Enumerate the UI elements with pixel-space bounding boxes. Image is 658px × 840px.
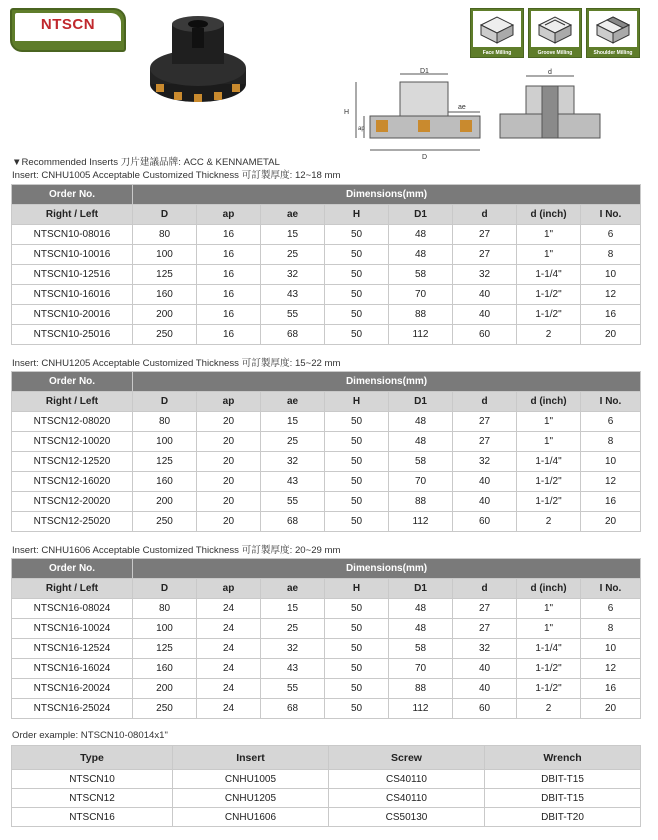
dimension-cell: 1-1/2" xyxy=(517,492,581,512)
dimension-cell: 2 xyxy=(517,699,581,719)
parts-cell: NTSCN10 xyxy=(12,770,173,789)
dimension-cell: 55 xyxy=(261,492,325,512)
dimension-cell: 60 xyxy=(453,699,517,719)
dimension-cell: 25 xyxy=(261,432,325,452)
order-no-header: Order No. xyxy=(12,559,133,579)
dimension-cell: 1-1/4" xyxy=(517,265,581,285)
dimension-cell: 125 xyxy=(133,452,197,472)
shoulder-milling-icon xyxy=(589,11,637,47)
dimension-cell: 24 xyxy=(197,699,261,719)
dimension-cell: 20 xyxy=(581,512,641,532)
parts-cell: CNHU1606 xyxy=(173,808,329,827)
order-number-cell: NTSCN10-10016 xyxy=(12,245,133,265)
parts-cell: NTSCN12 xyxy=(12,789,173,808)
dimension-cell: 60 xyxy=(453,512,517,532)
dimension-cell: 50 xyxy=(325,225,389,245)
order-no-header: Order No. xyxy=(12,372,133,392)
dimension-cell: 50 xyxy=(325,432,389,452)
dimension-cell: 27 xyxy=(453,619,517,639)
dimension-cell: 55 xyxy=(261,305,325,325)
dimension-cell: 43 xyxy=(261,285,325,305)
dimension-cell: 40 xyxy=(453,659,517,679)
dimension-cell: 27 xyxy=(453,432,517,452)
dimension-cell: 6 xyxy=(581,225,641,245)
order-number-cell: NTSCN10-08016 xyxy=(12,225,133,245)
dimension-cell: 10 xyxy=(581,265,641,285)
table-row xyxy=(12,325,641,345)
dimension-cell: 16 xyxy=(197,285,261,305)
dimension-cell: 16 xyxy=(581,679,641,699)
groove-milling-icon xyxy=(531,11,579,47)
dimension-cell: 68 xyxy=(261,325,325,345)
dimension-cell: 8 xyxy=(581,619,641,639)
parts-cell: NTSCN16 xyxy=(12,808,173,827)
table-row xyxy=(12,639,641,659)
table-row xyxy=(12,265,641,285)
dimension-cell: 8 xyxy=(581,432,641,452)
dimension-cell: 100 xyxy=(133,432,197,452)
order-example: Order example: NTSCN10-08014x1" xyxy=(12,730,168,741)
dimension-cell: 50 xyxy=(325,452,389,472)
right-left-header: Right / Left xyxy=(12,205,133,225)
dimension-cell: 16 xyxy=(197,305,261,325)
right-left-header: Right / Left xyxy=(12,392,133,412)
parts-table xyxy=(11,745,641,827)
dimension-cell: 68 xyxy=(261,699,325,719)
dimension-cell: 125 xyxy=(133,265,197,285)
col-d-inch: d (inch) xyxy=(517,205,581,225)
order-number-cell: NTSCN16-16024 xyxy=(12,659,133,679)
parts-row xyxy=(12,770,641,789)
dimension-cell: 20 xyxy=(581,699,641,719)
dimension-cell: 112 xyxy=(389,325,453,345)
dimension-cell: 1" xyxy=(517,225,581,245)
dimension-table-cnhu1606 xyxy=(11,558,641,719)
dimension-cell: 160 xyxy=(133,285,197,305)
dimension-cell: 1-1/2" xyxy=(517,305,581,325)
dimension-cell: 2 xyxy=(517,325,581,345)
dimension-cell: 50 xyxy=(325,265,389,285)
face-milling-icon xyxy=(473,11,521,47)
dimension-cell: 250 xyxy=(133,699,197,719)
wrench-header: Wrench xyxy=(485,746,641,770)
col-d-inch: d (inch) xyxy=(517,392,581,412)
dimension-cell: 50 xyxy=(325,472,389,492)
dimension-cell: 48 xyxy=(389,432,453,452)
cutter-photo xyxy=(148,14,248,110)
dimension-cell: 40 xyxy=(453,472,517,492)
order-number-cell: NTSCN10-20016 xyxy=(12,305,133,325)
parts-cell: DBIT-T20 xyxy=(485,808,641,827)
dimension-table-cnhu1005 xyxy=(11,184,641,345)
dimension-cell: 10 xyxy=(581,639,641,659)
ap-dim-label: ap xyxy=(358,126,365,132)
dimensions-header: Dimensions(mm) xyxy=(133,559,641,579)
parts-row xyxy=(12,808,641,827)
dimension-cell: 160 xyxy=(133,472,197,492)
table-row xyxy=(12,659,641,679)
dimension-cell: 32 xyxy=(453,452,517,472)
dimension-cell: 1-1/4" xyxy=(517,639,581,659)
dimension-cell: 16 xyxy=(197,325,261,345)
dimension-cell: 250 xyxy=(133,512,197,532)
dimensions-header: Dimensions(mm) xyxy=(133,372,641,392)
dimension-cell: 50 xyxy=(325,619,389,639)
dimension-cell: 1" xyxy=(517,412,581,432)
type-header: Type xyxy=(12,746,173,770)
dimension-cell: 80 xyxy=(133,599,197,619)
dimension-cell: 1-1/4" xyxy=(517,452,581,472)
dimension-cell: 6 xyxy=(581,412,641,432)
dimension-cell: 32 xyxy=(261,265,325,285)
H-dim-label: H xyxy=(344,109,350,116)
table-row xyxy=(12,512,641,532)
dimension-cell: 43 xyxy=(261,472,325,492)
dimension-cell: 50 xyxy=(325,245,389,265)
dimension-cell: 40 xyxy=(453,492,517,512)
dimension-cell: 58 xyxy=(389,265,453,285)
order-number-cell: NTSCN16-10024 xyxy=(12,619,133,639)
dimension-cell: 70 xyxy=(389,472,453,492)
dimension-cell: 70 xyxy=(389,659,453,679)
col-ap: ap xyxy=(197,579,261,599)
order-no-header: Order No. xyxy=(12,185,133,205)
dimension-cell: 50 xyxy=(325,639,389,659)
insert-line-3: Insert: CNHU1606 Acceptable Customized Thickness 可訂製厚度: 20~29 mm xyxy=(12,545,341,556)
dimension-cell: 60 xyxy=(453,325,517,345)
col-ae: ae xyxy=(261,392,325,412)
dimension-cell: 40 xyxy=(453,305,517,325)
dimension-cell: 16 xyxy=(581,492,641,512)
col-D1: D1 xyxy=(389,392,453,412)
table-row xyxy=(12,412,641,432)
d1-dim-label: D1 xyxy=(420,68,429,75)
groove-milling-card: Groove Milling xyxy=(528,8,582,58)
dimension-cell: 48 xyxy=(389,412,453,432)
col-i-no: I No. xyxy=(581,392,641,412)
d-dim-label: d xyxy=(548,69,552,76)
dimension-cell: 88 xyxy=(389,492,453,512)
table-row xyxy=(12,432,641,452)
dimension-cell: 12 xyxy=(581,285,641,305)
col-D: D xyxy=(133,205,197,225)
dimension-cell: 32 xyxy=(453,265,517,285)
dimension-cell: 70 xyxy=(389,285,453,305)
dimension-cell: 40 xyxy=(453,679,517,699)
dimension-cell: 112 xyxy=(389,699,453,719)
dimension-cell: 24 xyxy=(197,679,261,699)
order-number-cell: NTSCN12-20020 xyxy=(12,492,133,512)
dimension-cell: 48 xyxy=(389,225,453,245)
parts-cell: CS50130 xyxy=(329,808,485,827)
ae-dim-label: ae xyxy=(458,104,466,111)
dimension-cell: 80 xyxy=(133,225,197,245)
dimension-cell: 58 xyxy=(389,639,453,659)
dimension-cell: 8 xyxy=(581,245,641,265)
dimension-cell: 16 xyxy=(197,245,261,265)
col-ap: ap xyxy=(197,392,261,412)
dimension-cell: 50 xyxy=(325,512,389,532)
order-number-cell: NTSCN12-16020 xyxy=(12,472,133,492)
col-d-inch: d (inch) xyxy=(517,579,581,599)
col-i-no: I No. xyxy=(581,205,641,225)
col-D1: D1 xyxy=(389,579,453,599)
col-H: H xyxy=(325,392,389,412)
dimension-cell: 27 xyxy=(453,412,517,432)
dimension-cell: 48 xyxy=(389,245,453,265)
dimension-cell: 1" xyxy=(517,619,581,639)
parts-cell: DBIT-T15 xyxy=(485,789,641,808)
dimension-table-cnhu1205 xyxy=(11,371,641,532)
dimension-cell: 27 xyxy=(453,245,517,265)
col-D: D xyxy=(133,579,197,599)
dimension-cell: 160 xyxy=(133,659,197,679)
order-number-cell: NTSCN10-16016 xyxy=(12,285,133,305)
dimension-cell: 16 xyxy=(581,305,641,325)
dimension-cell: 1" xyxy=(517,432,581,452)
col-D: D xyxy=(133,392,197,412)
order-number-cell: NTSCN12-12520 xyxy=(12,452,133,472)
dimension-cell: 43 xyxy=(261,659,325,679)
parts-cell: CS40110 xyxy=(329,789,485,808)
dimension-cell: 250 xyxy=(133,325,197,345)
dimension-cell: 24 xyxy=(197,639,261,659)
order-number-cell: NTSCN10-25016 xyxy=(12,325,133,345)
table-row xyxy=(12,492,641,512)
dimension-cell: 20 xyxy=(197,492,261,512)
dimension-cell: 1-1/2" xyxy=(517,659,581,679)
table-row xyxy=(12,225,641,245)
dimension-cell: 50 xyxy=(325,412,389,432)
dimension-cell: 88 xyxy=(389,305,453,325)
parts-cell: DBIT-T15 xyxy=(485,770,641,789)
dimension-cell: 20 xyxy=(581,325,641,345)
table-row xyxy=(12,472,641,492)
badge-title: NTSCN xyxy=(40,16,96,33)
order-number-cell: NTSCN16-12524 xyxy=(12,639,133,659)
dimension-cell: 15 xyxy=(261,412,325,432)
dimension-cell: 100 xyxy=(133,245,197,265)
dimension-cell: 6 xyxy=(581,599,641,619)
dimension-cell: 40 xyxy=(453,285,517,305)
parts-cell: CS40110 xyxy=(329,770,485,789)
dimension-cell: 24 xyxy=(197,659,261,679)
insert-line-2: Insert: CNHU1205 Acceptable Customized Thickness 可訂製厚度: 15~22 mm xyxy=(12,358,341,369)
dimension-cell: 20 xyxy=(197,472,261,492)
dimension-cell: 27 xyxy=(453,599,517,619)
dimension-cell: 16 xyxy=(197,225,261,245)
dimension-cell: 200 xyxy=(133,305,197,325)
col-ap: ap xyxy=(197,205,261,225)
order-number-cell: NTSCN12-10020 xyxy=(12,432,133,452)
dimension-cell: 50 xyxy=(325,699,389,719)
order-number-cell: NTSCN12-25020 xyxy=(12,512,133,532)
insert-line-1: Insert: CNHU1005 Acceptable Customized Thickness 可訂製厚度: 12~18 mm xyxy=(12,170,341,181)
dimension-cell: 1-1/2" xyxy=(517,679,581,699)
dimension-cell: 200 xyxy=(133,679,197,699)
dimension-cell: 200 xyxy=(133,492,197,512)
dimension-cell: 80 xyxy=(133,412,197,432)
dimension-cell: 1-1/2" xyxy=(517,285,581,305)
dimensions-header: Dimensions(mm) xyxy=(133,185,641,205)
cutter-technical-drawing xyxy=(336,64,636,160)
dimension-cell: 112 xyxy=(389,512,453,532)
dimension-cell: 58 xyxy=(389,452,453,472)
dimension-cell: 88 xyxy=(389,679,453,699)
table-row xyxy=(12,452,641,472)
dimension-cell: 32 xyxy=(453,639,517,659)
dimension-cell: 20 xyxy=(197,432,261,452)
dimension-cell: 2 xyxy=(517,512,581,532)
dimension-cell: 48 xyxy=(389,619,453,639)
order-number-cell: NTSCN16-25024 xyxy=(12,699,133,719)
dimension-cell: 48 xyxy=(389,599,453,619)
dimension-cell: 20 xyxy=(197,512,261,532)
dimension-cell: 125 xyxy=(133,639,197,659)
D-dim-label: D xyxy=(422,154,428,160)
dimension-cell: 32 xyxy=(261,639,325,659)
dimension-cell: 55 xyxy=(261,679,325,699)
table-row xyxy=(12,599,641,619)
dimension-cell: 12 xyxy=(581,659,641,679)
col-ae: ae xyxy=(261,205,325,225)
table-row xyxy=(12,619,641,639)
dimension-cell: 68 xyxy=(261,512,325,532)
col-d: d xyxy=(453,205,517,225)
col-ae: ae xyxy=(261,579,325,599)
dimension-cell: 20 xyxy=(197,412,261,432)
dimension-cell: 15 xyxy=(261,599,325,619)
dimension-cell: 24 xyxy=(197,599,261,619)
dimension-cell: 50 xyxy=(325,659,389,679)
dimension-cell: 50 xyxy=(325,285,389,305)
dimension-cell: 1-1/2" xyxy=(517,472,581,492)
col-d: d xyxy=(453,579,517,599)
dimension-cell: 50 xyxy=(325,305,389,325)
dimension-cell: 50 xyxy=(325,492,389,512)
parts-cell: CNHU1205 xyxy=(173,789,329,808)
dimension-cell: 12 xyxy=(581,472,641,492)
dimension-cell: 1" xyxy=(517,599,581,619)
order-number-cell: NTSCN16-08024 xyxy=(12,599,133,619)
col-H: H xyxy=(325,579,389,599)
table-row xyxy=(12,245,641,265)
dimension-cell: 100 xyxy=(133,619,197,639)
col-D1: D1 xyxy=(389,205,453,225)
dimension-cell: 24 xyxy=(197,619,261,639)
product-badge xyxy=(10,8,126,52)
dimension-cell: 25 xyxy=(261,619,325,639)
right-left-header: Right / Left xyxy=(12,579,133,599)
parts-row xyxy=(12,789,641,808)
col-H: H xyxy=(325,205,389,225)
shoulder-milling-card: Shoulder Milling xyxy=(586,8,640,58)
dimension-cell: 16 xyxy=(197,265,261,285)
dimension-cell: 20 xyxy=(197,452,261,472)
dimension-cell: 50 xyxy=(325,325,389,345)
dimension-cell: 1" xyxy=(517,245,581,265)
insert-header: Insert xyxy=(173,746,329,770)
dimension-cell: 15 xyxy=(261,225,325,245)
dimension-cell: 50 xyxy=(325,679,389,699)
face-milling-card: Face Milling xyxy=(470,8,524,58)
table-row xyxy=(12,285,641,305)
table-row xyxy=(12,679,641,699)
order-number-cell: NTSCN16-20024 xyxy=(12,679,133,699)
col-d: d xyxy=(453,392,517,412)
col-i-no: I No. xyxy=(581,579,641,599)
dimension-cell: 27 xyxy=(453,225,517,245)
recommended-inserts-line: ▼Recommended Inserts 刀片建議品牌: ACC & KENNAMETAL xyxy=(12,157,280,168)
screw-header: Screw xyxy=(329,746,485,770)
parts-cell: CNHU1005 xyxy=(173,770,329,789)
order-number-cell: NTSCN10-12516 xyxy=(12,265,133,285)
table-row xyxy=(12,305,641,325)
order-number-cell: NTSCN12-08020 xyxy=(12,412,133,432)
dimension-cell: 50 xyxy=(325,599,389,619)
table-row xyxy=(12,699,641,719)
dimension-cell: 32 xyxy=(261,452,325,472)
dimension-cell: 25 xyxy=(261,245,325,265)
dimension-cell: 10 xyxy=(581,452,641,472)
